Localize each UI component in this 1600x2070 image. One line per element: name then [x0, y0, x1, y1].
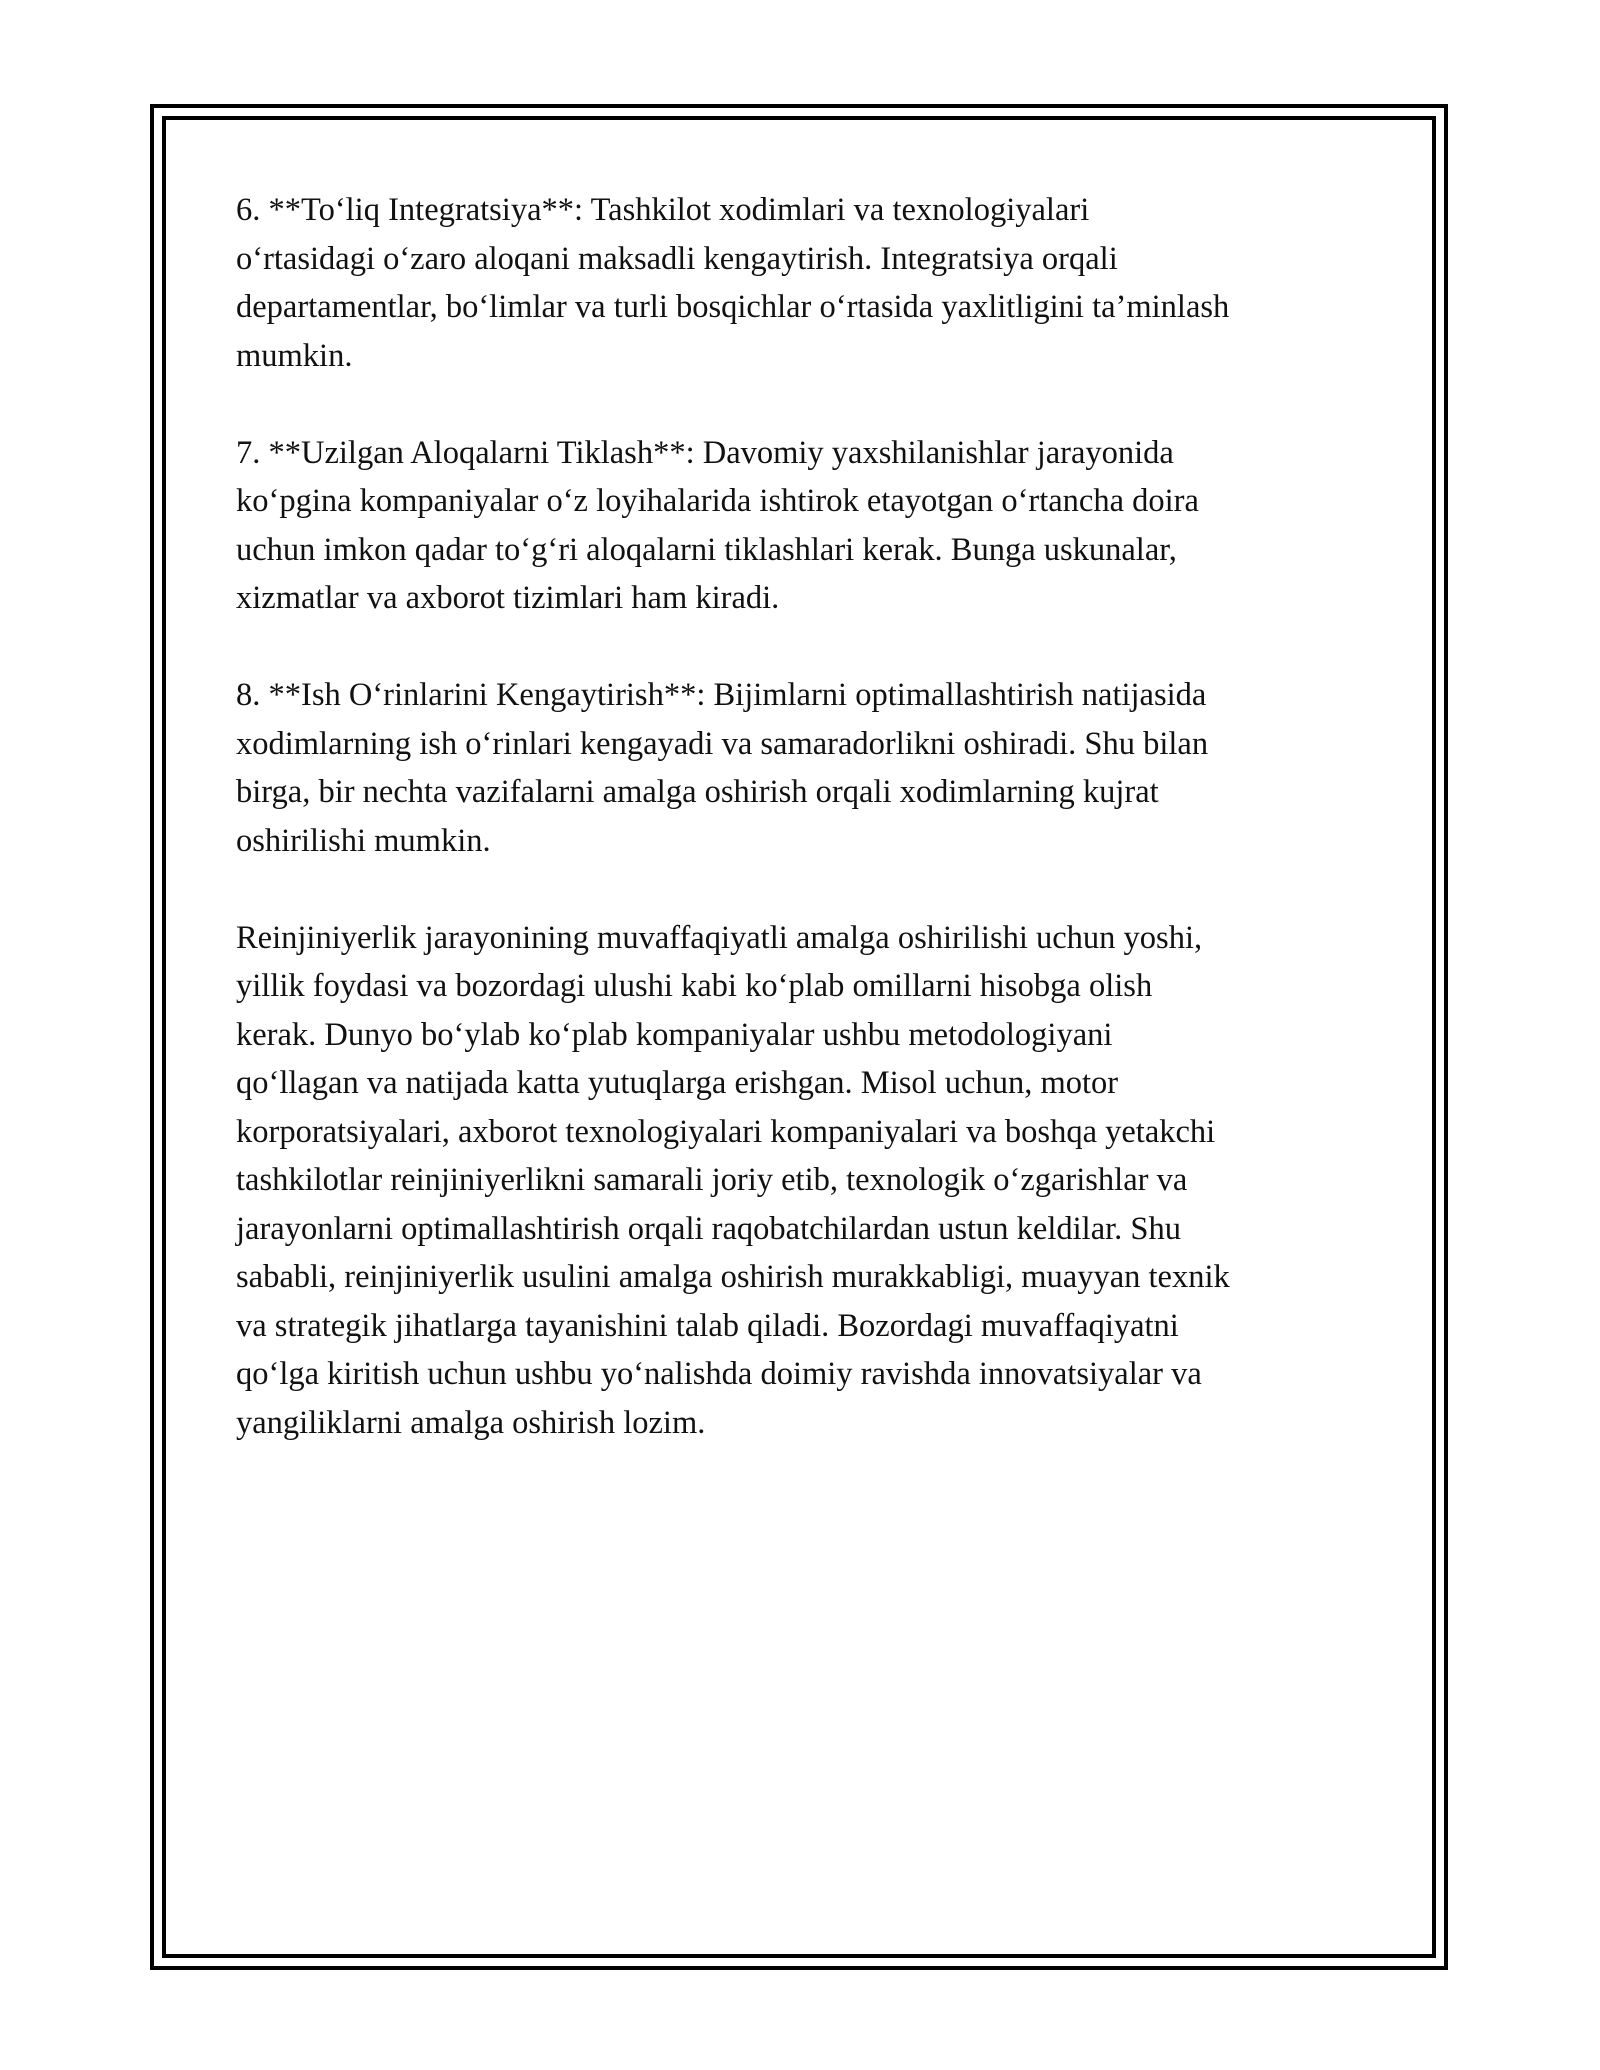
paragraph-conclusion: Reinjiniyerlik jarayonining muvaffaqiyatli amalga oshirilishi uchun yoshi, yillik foydasi va bozordagi ulushi kabi ko‘plab omillarni hisobga olish kerak. Dunyo bo‘ylab ko‘plab kompaniyalar ushbu metodologiyani qo‘llagan va natijada katta yutuqlarga erishgan. Misol uchun, motor korporatsiyalari, axborot texnologiyalari kompaniyalari va boshqa yetakchi tashkilotlar reinjiniyerlikni samarali joriy etib, texnologik o‘zgarishlar va jarayonlarni optimallashtirish orqali raqobatchilardan ustun keldilar. Shu sababli, reinjiniyerlik usulini amalga oshirish murakkabligi, muayyan texnik va strategik jihatlarga tayanishini talab qiladi. Bozordagi muvaffaqiyatni qo‘lga kiritish uchun ushbu yo‘nalishda doimiy ravishda innovatsiyalar va yangiliklarni amalga oshirish lozim. — [236, 919, 1230, 1441]
document-body — [236, 186, 1366, 1496]
paragraph-item-6: 6. **To‘liq Integratsiya**: Tashkilot xodimlari va texnologiyalari o‘rtasidagi o‘zaro aloqani maksadli kengaytirish. Integratsiya orqali departamentlar, bo‘limlar va turli bosqichlar o‘rtasida yaxlitligini ta’minlash mumkin. — [236, 192, 1230, 374]
paragraph-item-8: 8. **Ish O‘rinlarini Kengaytirish**: Bijimlarni optimallashtirish natijasida xodimlarning ish o‘rinlari kengayadi va samaradorlikni oshiradi. Shu bilan birga, bir nechta vazifalarni amalga oshirish orqali xodimlarning kujrat oshirilishi mumkin. — [236, 677, 1209, 859]
paragraph-item-7: 7. **Uzilgan Aloqalarni Tiklash**: Davomiy yaxshilanishlar jarayonida ko‘pgina kompaniyalar o‘z loyihalarida ishtirok etayotgan o‘rtancha doira uchun imkon qadar to‘g‘ri aloqalarni tiklashlari kerak. Bunga uskunalar, xizmatlar va axborot tizimlari ham kiradi. — [236, 434, 1199, 616]
